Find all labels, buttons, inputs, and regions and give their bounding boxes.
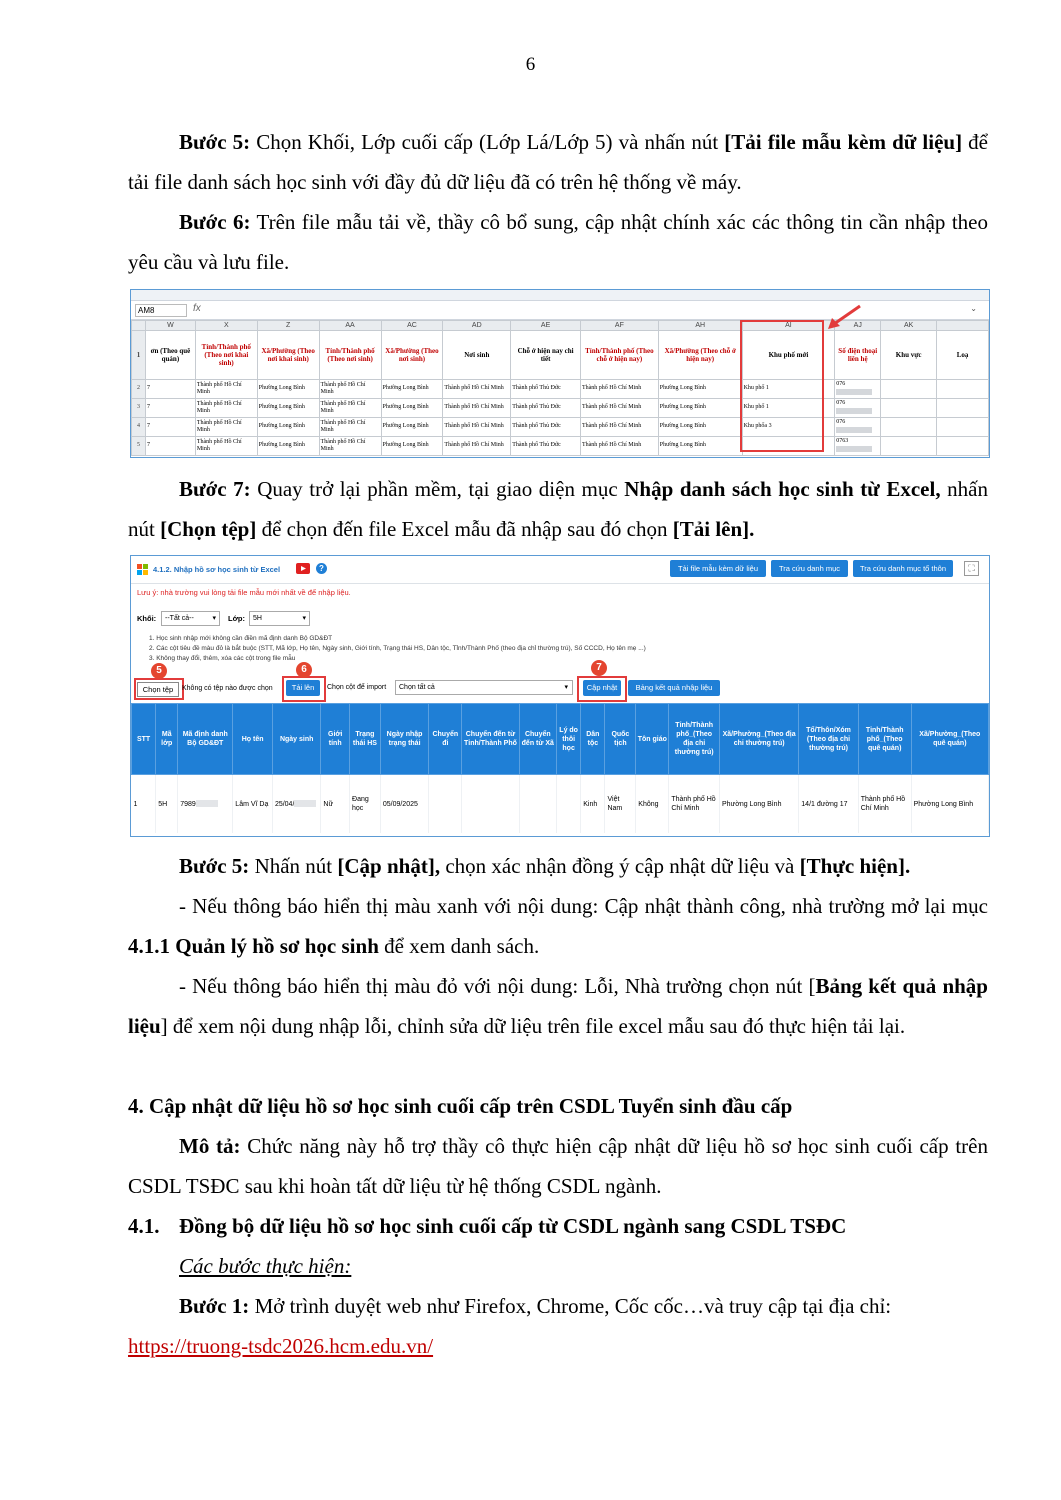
column-letter[interactable]: X [195, 321, 257, 331]
cell [462, 775, 519, 834]
column-letter[interactable]: AD [443, 321, 511, 331]
redacted-value [294, 800, 316, 807]
column-header: Tỉnh/Thành phố_(Theo quê quán) [858, 704, 911, 775]
cell[interactable] [881, 437, 937, 456]
cell-value: Không [638, 800, 659, 808]
cell [350, 775, 381, 834]
menu-ref: 4.1.1 Quản lý hồ sơ học sinh [128, 934, 379, 958]
column-letter[interactable] [937, 321, 989, 331]
column-header: ơn (Theo quê quán) [145, 331, 195, 380]
cell[interactable] [658, 380, 742, 399]
cell[interactable] [257, 437, 319, 456]
cell [605, 775, 636, 834]
highlight-box [282, 676, 326, 702]
cell[interactable] [937, 418, 989, 437]
step7-paragraph [128, 469, 988, 549]
cell-value: 1 [133, 800, 138, 808]
cell[interactable] [511, 437, 581, 456]
button-ref: [Cập nhật], [337, 854, 441, 878]
lop-select[interactable] [249, 611, 310, 626]
lookup-category-button[interactable]: Tra cứu danh mục [771, 560, 848, 577]
table-row [132, 418, 989, 437]
cell-value: Khu phố 1 [743, 404, 769, 411]
instruction-list [149, 634, 646, 664]
row-number: 1 [132, 331, 146, 380]
cell [911, 775, 988, 834]
cell-value: Phường Long Bình [382, 442, 429, 449]
cell[interactable] [580, 437, 658, 456]
redacted-value [196, 800, 218, 807]
cell-value: Thành phố Hồ Chí Minh [196, 438, 242, 452]
cell-value: Thành phố Thủ Đức [512, 423, 561, 430]
cell[interactable] [257, 399, 319, 418]
column-letter[interactable]: AK [881, 321, 937, 331]
instruction-item: 1. Học sinh nhập mới không cần điền mã định danh Bộ GD&ĐT [149, 635, 333, 642]
cell-value: 076 [836, 381, 846, 388]
column-header: Quốc tịch [605, 704, 636, 775]
row-number: 4 [132, 418, 146, 437]
cell-value: Thành phố Hồ Chí Minh [860, 796, 906, 812]
cell[interactable] [881, 418, 937, 437]
cell [581, 775, 605, 834]
cell [519, 775, 556, 834]
chevron-down-icon: ▾ [302, 615, 306, 622]
cell[interactable] [835, 418, 881, 437]
cell-value: Việt Nam [607, 796, 623, 812]
instruction-item: 3. Không thay đổi, thêm, xóa các cột trong file mẫu [149, 655, 296, 662]
highlight-box [577, 676, 627, 702]
section-heading-4-1 [128, 1206, 988, 1246]
cell-value: 25/04/ [274, 800, 295, 808]
step-label: Bước 7: [179, 477, 251, 501]
lop-label: Lớp: [228, 614, 245, 623]
column-header: Xã/Phường (Theo nơi khai sinh) [257, 331, 319, 380]
text: - Nếu thông báo hiển thị màu xanh với nội dung: Cập nhật thành công, nhà trường mở lại mục [179, 894, 988, 918]
excel-screenshot [130, 289, 990, 458]
cell-value: Thành phố Thủ Đức [512, 442, 561, 449]
cell[interactable] [835, 437, 881, 456]
upload-button[interactable]: Tải lên [286, 680, 320, 696]
column-letter[interactable]: AF [580, 321, 658, 331]
highlight-box [740, 320, 824, 452]
text: ] để xem nội dung nhập lỗi, chỉnh sửa dữ liệu trên file excel mẫu sau đó thực hiện tải lại. [160, 1014, 906, 1038]
cell-value: Phường Long Bình [382, 385, 429, 392]
column-header: Mã định danh Bộ GD&ĐT [178, 704, 233, 775]
download-template-button[interactable]: Tải file mẫu kèm dữ liệu [670, 560, 766, 577]
cell[interactable] [319, 380, 381, 399]
cell-value: Thành phố Hồ Chí Minh [320, 438, 366, 452]
text: nhấn nút [128, 477, 988, 541]
fx-icon: fx [193, 303, 201, 314]
cell[interactable] [381, 437, 443, 456]
app-screenshot [130, 555, 990, 837]
chevron-down-icon[interactable]: ⌄ [970, 304, 977, 313]
cell-value: Khu phố 1 [743, 385, 769, 392]
column-header: Trạng thái HS [350, 704, 381, 775]
text: Chọn Khối, Lớp cuối cấp (Lớp Lá/Lớp 5) và nhấn nút [250, 130, 725, 154]
button-ref: [Thực hiện]. [799, 854, 911, 878]
corner-cell [132, 321, 146, 331]
step5b-paragraph [128, 846, 988, 886]
cell[interactable] [145, 437, 195, 456]
cell-value: Phường Long Bình [382, 423, 429, 430]
cell-value: Phường Long Bình [659, 385, 706, 392]
cell[interactable] [195, 437, 257, 456]
cell-value: Thành phố Hồ Chí Minh [196, 381, 242, 395]
cell-value: Nữ [323, 800, 334, 808]
chevron-down-icon: ▾ [212, 615, 216, 622]
cell [799, 775, 858, 834]
cell[interactable] [195, 380, 257, 399]
khoi-value: --Tất cả-- [165, 615, 194, 622]
cell[interactable] [145, 399, 195, 418]
step5-paragraph [128, 122, 988, 202]
ribbon-strip [131, 290, 989, 301]
cell-value: Thành phố Hồ Chí Minh [444, 385, 504, 392]
redacted-value [836, 427, 872, 433]
arrow-icon [826, 302, 866, 332]
cell [132, 775, 156, 834]
cell-value: Phường Long Bình [258, 423, 305, 430]
column-header: Chuyển đến từ Xã [519, 704, 556, 775]
button-ref: Bảng kết quả nhập liệu [128, 974, 988, 1038]
cell-value: 7 [146, 442, 150, 449]
cell-value: Phường Long Bình [659, 442, 706, 449]
cell-value: Phường Long Bình [721, 800, 782, 808]
cell[interactable] [937, 437, 989, 456]
cell-value: Thành phố Hồ Chí Minh [196, 400, 242, 414]
column-header: Ngày nhập trạng thái [380, 704, 428, 775]
column-header: Chuyển đến từ Tỉnh/Thành Phố [462, 704, 519, 775]
cell-value: Thành phố Thủ Đức [512, 385, 561, 392]
text: Nhấn nút [249, 854, 338, 878]
row-number: 5 [132, 437, 146, 456]
cell-value: Kinh [583, 800, 598, 808]
help-icon[interactable]: ? [316, 563, 327, 574]
column-header: Xã/Phường (Theo chỗ ở hiện nay) [658, 331, 742, 380]
cell [272, 775, 320, 834]
text: Chức năng này hỗ trợ thầy cô thực hiện cập nhật dữ liệu hồ sơ học sinh cuối cấp trên CSDL TSĐC sau khi hoàn tất dữ liệu từ hệ thống CSDL ngành. [128, 1134, 988, 1198]
column-header: Chỗ ở hiện nay chi tiết [511, 331, 581, 380]
cell-value: 05/09/2025 [382, 800, 418, 808]
cell-value: Thành phố Hồ Chí Minh [444, 423, 504, 430]
cell-value: Phường Long Bình [659, 423, 706, 430]
column-header: Chuyển đi [429, 704, 462, 775]
button-ref: [Tải lên]. [672, 517, 755, 541]
steps-label: Các bước thực hiện: [179, 1254, 352, 1278]
instruction-item: 2. Các cột tiêu đề màu đỏ là bắt buộc (STT, Mã lớp, Họ tên, Ngày sinh, Giới tính, Trạng thái HS, Dân tộc, Tỉnh/Thành Phố (theo địa chỉ thường trú), Số CCCD, Họ tên mẹ ...) [149, 645, 646, 652]
cell [156, 775, 178, 834]
lookup-hamlet-button[interactable]: Tra cứu danh mục tổ thôn [853, 560, 953, 577]
cell-value: Phường Long Bình [258, 442, 305, 449]
step-label: Bước 6: [179, 210, 251, 234]
cell [233, 775, 273, 834]
steps-label-line [179, 1246, 988, 1286]
result-table-button[interactable]: Bảng kết quả nhập liệu [628, 680, 720, 696]
cell[interactable] [195, 418, 257, 437]
column-header: Tỉnh/Thành phố (Theo nơi khai sinh) [195, 331, 257, 380]
cell-value: Thành phố Hồ Chí Minh [196, 419, 242, 433]
cell[interactable] [381, 418, 443, 437]
cell-value: 7 [146, 423, 150, 430]
youtube-icon[interactable] [296, 563, 310, 574]
fullscreen-icon[interactable]: ⛶ [964, 561, 979, 576]
note-text: Lưu ý: nhà trường vui lòng tải file mẫu mới nhất về để nhập liệu. [137, 588, 351, 597]
column-header: Số điện thoại liên hệ [835, 331, 881, 380]
step-label: Bước 1: [179, 1294, 250, 1318]
no-file-text: Không có tệp nào được chọn [182, 685, 273, 692]
column-header: Họ tên [233, 704, 273, 775]
error-paragraph [128, 966, 988, 1046]
text: để xem danh sách. [378, 934, 540, 958]
khoi-label: Khối: [137, 614, 157, 623]
cell [858, 775, 911, 834]
cell[interactable] [658, 418, 742, 437]
column-header: STT [132, 704, 156, 775]
cell[interactable] [319, 437, 381, 456]
step-label: Bước 5: [179, 854, 250, 878]
cell[interactable] [511, 380, 581, 399]
cell[interactable] [658, 399, 742, 418]
column-header: Tỉnh/Thành phố_(Theo địa chỉ thường trú) [669, 704, 720, 775]
label: Mô tả: [179, 1134, 241, 1158]
khoi-select[interactable] [161, 611, 220, 626]
table-row [132, 437, 989, 456]
step-marker-7: 7 [591, 660, 607, 676]
cell[interactable] [580, 399, 658, 418]
cell [557, 775, 581, 834]
cell [321, 775, 350, 834]
cell[interactable] [381, 399, 443, 418]
cell-value: Thành phố Thủ Đức [512, 404, 561, 411]
cell[interactable] [443, 380, 511, 399]
cell-value: 7989 [180, 800, 196, 808]
step-marker-5: 5 [151, 663, 167, 679]
table-row [132, 399, 989, 418]
button-ref: [Tải file mẫu kèm dữ liệu] [724, 130, 963, 154]
cell[interactable] [835, 380, 881, 399]
redacted-value [836, 408, 872, 414]
cell[interactable] [881, 380, 937, 399]
column-header: Lý do thôi học [557, 704, 581, 775]
cell-value: Phường Long Bình [258, 385, 305, 392]
cell[interactable] [381, 380, 443, 399]
cell-value: Thành phố Hồ Chí Minh [671, 796, 716, 812]
cell [636, 775, 669, 834]
excel-grid [131, 320, 989, 456]
column-header: Xã/Phường_(Theo địa chỉ thường trú) [719, 704, 798, 775]
step-marker-6: 6 [296, 662, 312, 678]
windows-icon [137, 564, 148, 575]
lop-value: 5H [253, 615, 262, 622]
cell[interactable] [881, 399, 937, 418]
cell-value: Thành phố Hồ Chí Minh [581, 423, 642, 430]
cell-value: 5H [158, 800, 168, 808]
cell[interactable] [195, 399, 257, 418]
cell [429, 775, 462, 834]
row-number: 3 [132, 399, 146, 418]
cell[interactable] [257, 418, 319, 437]
cell[interactable] [937, 380, 989, 399]
column-header: Giới tính [321, 704, 350, 775]
cell-value: Thành phố Hồ Chí Minh [581, 404, 642, 411]
cell-value: Thành phố Hồ Chí Minh [444, 404, 504, 411]
cell [178, 775, 233, 834]
menu-ref: Nhập danh sách học sinh từ Excel, [624, 477, 941, 501]
cell[interactable] [835, 399, 881, 418]
column-header: Loạ [937, 331, 989, 380]
column-letter[interactable]: W [145, 321, 195, 331]
import-label: Chọn cột để import [327, 684, 387, 691]
column-header: Xã/Phường (Theo nơi sinh) [381, 331, 443, 380]
cell[interactable] [145, 418, 195, 437]
table-row [132, 380, 989, 399]
cell-value: 076 [836, 400, 846, 407]
table-row[interactable] [132, 775, 989, 834]
choose-file-button[interactable]: Chọn tệp [137, 682, 179, 697]
column-header: Nơi sinh [443, 331, 511, 380]
column-letter[interactable]: AI [742, 321, 835, 331]
column-header: Dân tộc [581, 704, 605, 775]
cell-value: Phường Long Bình [258, 404, 305, 411]
update-button[interactable]: Cập nhật [583, 680, 621, 696]
highlight-box [134, 678, 184, 700]
cell-value: 076 [836, 419, 846, 426]
cell[interactable] [443, 437, 511, 456]
page-number: 6 [525, 54, 536, 75]
text: - Nếu thông báo hiển thị màu đỏ với nội dung: Lỗi, Nhà trường chọn nút [ [179, 974, 816, 998]
column-header: Ngày sinh [272, 704, 320, 775]
column-header: Tỉnh/Thành phố (Theo chỗ ở hiện nay) [580, 331, 658, 380]
column-header: Tổ/Thôn/Xóm (Theo địa chỉ thường trú) [799, 704, 858, 775]
step1-paragraph [128, 1286, 988, 1366]
column-header: Khu vực [881, 331, 937, 380]
cell[interactable] [937, 399, 989, 418]
cell-value: 7 [146, 385, 150, 392]
chevron-down-icon: ▾ [564, 684, 568, 691]
column-letter[interactable]: AH [658, 321, 742, 331]
cell[interactable] [443, 399, 511, 418]
cell-value: Phường Long Bình [659, 404, 706, 411]
text: Mở trình duyệt web như Firefox, Chrome, Cốc cốc…và truy cập tại địa chỉ: [249, 1294, 892, 1318]
cell [380, 775, 428, 834]
cell-value: 7 [146, 404, 150, 411]
cell-value: Thành phố Hồ Chí Minh [444, 442, 504, 449]
cell[interactable] [319, 418, 381, 437]
cell-value: Lâm Vĩ Dạ [235, 800, 269, 808]
cell-value: Thành phố Hồ Chí Minh [320, 381, 366, 395]
column-header: Tỉnh/Thành phố (Theo nơi sinh) [319, 331, 381, 380]
name-box[interactable]: AM8 [135, 304, 187, 317]
app-title: 4.1.2. Nhập hồ sơ học sinh từ Excel [153, 565, 281, 574]
column-letter[interactable]: AE [511, 321, 581, 331]
cell[interactable] [580, 418, 658, 437]
text: Trên file mẫu tải về, thầy cô bổ sung, cập nhật chính xác các thông tin cần nhập theo yêu cầu và lưu file. [128, 210, 988, 274]
cell-value: 14/1 đường 17 [801, 800, 848, 808]
cell-value: Khu phốa 3 [743, 423, 772, 430]
text: để tải file danh sách học sinh với đầy đủ dữ liệu đã có trên hệ thống về máy. [128, 130, 988, 194]
heading-number: 4.1. [128, 1214, 160, 1238]
cell[interactable] [658, 437, 742, 456]
cell-value: Thành phố Hồ Chí Minh [581, 385, 642, 392]
column-header: Tôn giáo [636, 704, 669, 775]
cell[interactable] [443, 418, 511, 437]
divider [131, 583, 989, 584]
cell[interactable] [511, 399, 581, 418]
cell[interactable] [319, 399, 381, 418]
cell[interactable] [511, 418, 581, 437]
column-header: Mã lớp [156, 704, 178, 775]
column-header: Khu phố mới [742, 331, 835, 380]
column-letter[interactable]: AA [319, 321, 381, 331]
column-letter[interactable]: AJ [835, 321, 881, 331]
cell-value: Đang học [352, 796, 369, 812]
step-label: Bước 5: [179, 130, 251, 154]
heading-text: Đồng bộ dữ liệu hồ sơ học sinh cuối cấp từ CSDL ngành sang CSDL TSĐC [179, 1214, 847, 1238]
text: để chọn đến file Excel mẫu đã nhập sau đó chọn [256, 517, 673, 541]
column-header: Xã/Phường_(Theo quê quán) [911, 704, 988, 775]
cell-value: Thành phố Hồ Chí Minh [320, 419, 366, 433]
cell-value: Thành phố Hồ Chí Minh [320, 400, 366, 414]
button-ref: [Chọn tệp] [160, 517, 257, 541]
student-table [131, 703, 989, 833]
import-value: Chọn tất cả [399, 684, 435, 691]
cell[interactable] [145, 380, 195, 399]
text: Quay trở lại phần mềm, tại giao diện mục [250, 477, 625, 501]
description-paragraph [128, 1126, 988, 1206]
cell-value: Thành phố Hồ Chí Minh [581, 442, 642, 449]
text: chọn xác nhận đồng ý cập nhật dữ liệu và [440, 854, 800, 878]
cell [669, 775, 720, 834]
success-paragraph [128, 886, 988, 966]
import-select[interactable] [395, 680, 573, 695]
redacted-value [836, 389, 872, 395]
column-letter[interactable]: Z [257, 321, 319, 331]
section-heading-4: 4. Cập nhật dữ liệu hồ sơ học sinh cuối cấp trên CSDL Tuyển sinh đầu cấp [128, 1094, 793, 1118]
cell[interactable] [580, 380, 658, 399]
cell-value: Phường Long Bình [382, 404, 429, 411]
redacted-value [836, 446, 872, 452]
url-link[interactable]: https://truong-tsdc2026.hcm.edu.vn/ [128, 1334, 434, 1358]
cell[interactable] [257, 380, 319, 399]
step6-paragraph [128, 202, 988, 282]
column-letter[interactable]: AC [381, 321, 443, 331]
cell-value: Phường Long Bình [913, 800, 974, 808]
cell [719, 775, 798, 834]
row-number: 2 [132, 380, 146, 399]
cell-value: 0763 [836, 438, 849, 445]
